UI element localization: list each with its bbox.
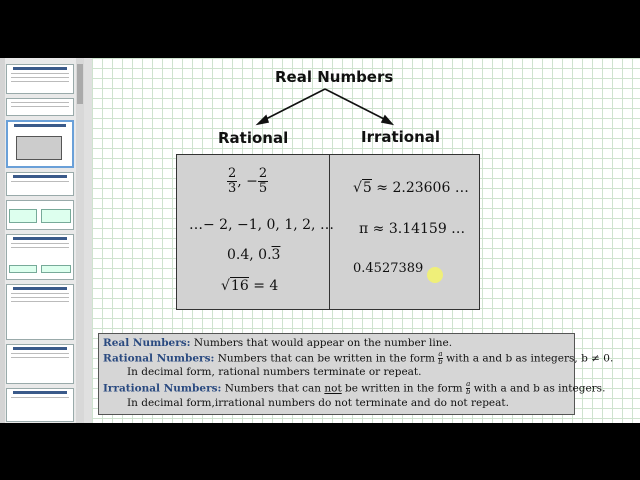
number-examples-box	[176, 154, 480, 310]
rational-decimals: 0.4, 0.3	[227, 247, 281, 263]
pane-separator	[84, 58, 92, 423]
thumbnail-page-7[interactable]	[6, 344, 74, 384]
app-window	[0, 58, 640, 423]
def-irrational-note: In decimal form,irrational numbers do not terminate and do not repeat.	[127, 397, 509, 409]
fraction-two-fifths: $\frac{2}{5}$	[258, 166, 268, 196]
fraction-two-thirds: $\frac{2}{3}$	[228, 166, 237, 196]
irrational-sqrt5: √5 ≈ 2.23606 …	[353, 180, 469, 196]
rational-sqrt16: √16 = 4	[221, 278, 279, 294]
thumbnail-page-3[interactable]	[6, 172, 74, 196]
thumbnail-page-4[interactable]	[6, 200, 74, 230]
page-thumbnail-pane	[0, 58, 85, 423]
rational-integers: …− 2, −1, 0, 1, 2, …	[189, 217, 334, 233]
label-irrational: Irrational	[361, 128, 441, 146]
document-page	[92, 58, 640, 423]
thumbnail-page-6[interactable]	[6, 284, 74, 340]
rational-fractions: $\frac{2}{3}$ , − $\frac{2}{5}$	[228, 166, 268, 196]
label-rational: Rational	[218, 129, 289, 147]
irrational-decimal: 0.4527389	[353, 261, 424, 276]
thumbnail-scrollbar[interactable]	[76, 58, 84, 423]
def-real: Real Numbers: Numbers that would appear on the number line.	[103, 337, 453, 349]
def-irrational: Irrational Numbers: Numbers that can not be written in the form $\frac{a}{b}$ with a and b as integers.	[103, 380, 606, 396]
thumbnail-page-5[interactable]	[6, 234, 74, 280]
def-rational-note: In decimal form, rational numbers terminate or repeat.	[127, 366, 422, 378]
definitions-box	[98, 333, 614, 415]
thumbnail-page-1[interactable]	[6, 64, 74, 94]
def-rational: Rational Numbers: Numbers that can be written in the form $\frac{a}{b}$ with a and b as integers, b ≠ 0.	[103, 350, 614, 366]
thumbnail-page-2-selected[interactable]	[6, 120, 74, 168]
thumbnail-page-8[interactable]	[6, 388, 74, 422]
scrollbar-thumb[interactable]	[77, 64, 83, 104]
cursor-highlight	[427, 267, 443, 283]
thumbnail-page-1b[interactable]	[6, 98, 74, 116]
title-real-numbers: Real Numbers	[275, 68, 394, 86]
irrational-pi: π ≈ 3.14159 …	[359, 221, 466, 237]
thumbnail-gutter	[0, 58, 5, 423]
